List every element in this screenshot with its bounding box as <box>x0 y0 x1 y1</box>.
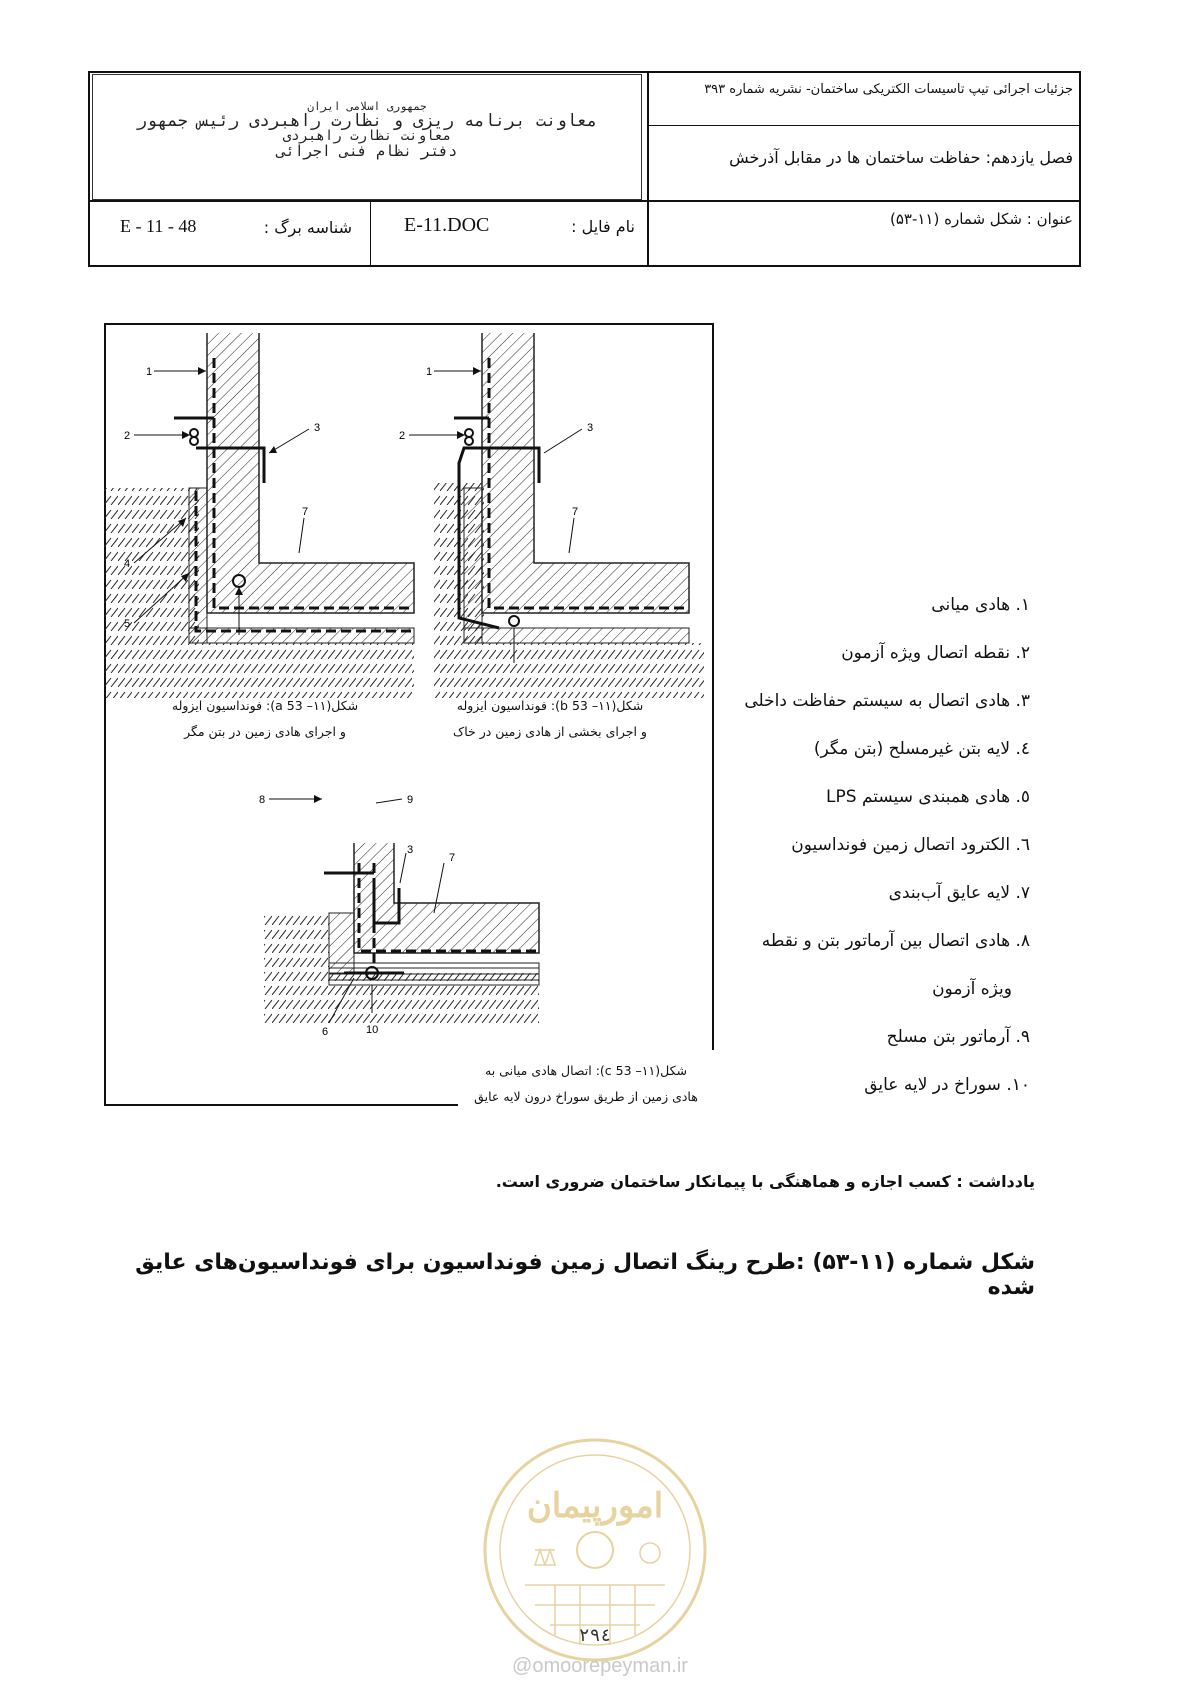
website-watermark <box>495 1655 705 1678</box>
detail-b-callout-7: 7 <box>572 506 579 518</box>
sheet-id-value: E - 11 - 48 <box>120 216 197 236</box>
caption-a <box>140 693 390 745</box>
stamp-inner-ring <box>500 1455 690 1645</box>
legend-item-8: ۸. هادی اتصال بین آرماتور بتن و نقطه <box>761 931 1030 951</box>
caption-c-line-1: شکل(۱۱– 53 c): اتصال هادی میانی به <box>485 1063 687 1078</box>
sheet-id-label: شناسه برگ : <box>263 218 352 237</box>
org-line-technical-office: دفتر نظام فنی اجرائی <box>276 142 458 160</box>
detail-a-callout-3: 3 <box>314 422 321 434</box>
file-name-label: نام فایل : <box>571 217 635 236</box>
detail-b-callout-3: 3 <box>587 422 594 434</box>
scales-icon <box>535 1550 555 1565</box>
legend-item-3: ۳. هادی اتصال به سیستم حفاظت داخلی <box>744 691 1030 711</box>
detail-c-callout-9: 9 <box>407 794 414 806</box>
caption-c-line-2: هادی زمین از طریق سوراخ درون لایه عایق <box>474 1089 698 1104</box>
detail-a-callout-5: 5 <box>124 618 131 630</box>
detail-a-callout-2: 2 <box>124 430 131 442</box>
legend-item-9: ۹. آرماتور بتن مسلح <box>886 1027 1030 1047</box>
caption-b-line-1: شکل(۱۱– 53 b): فونداسیون ایزوله <box>456 698 644 713</box>
publication-title: جزئیات اجرائی تیپ تاسیسات الکتریکی ساختمان- نشریه شماره ۳۹۳ <box>704 82 1073 97</box>
detail-c-drawing <box>264 795 539 1023</box>
website-text: omoorepeyman.ir <box>532 1655 688 1677</box>
org-line-vice-presidency: معاونت برنامه ریزی و نظارت راهبردی رئیس جمهور <box>136 111 598 131</box>
legend-item-2: ۲. نقطه اتصال ویژه آزمون <box>841 643 1030 663</box>
stamp-center-emblem <box>577 1532 613 1568</box>
org-line-country: جمهوری اسلامی ایران <box>307 100 427 113</box>
legend-item-4: ٤. لایه بتن غیرمسلح (بتن مگر) <box>813 739 1030 759</box>
legend-list <box>720 590 1030 1118</box>
caption-b <box>420 693 680 745</box>
caption-c <box>455 1058 717 1110</box>
organization-block <box>92 74 642 200</box>
detail-b-callout-2: 2 <box>399 430 406 442</box>
page-number: ۲۹٤ <box>578 1625 612 1646</box>
detail-a-drawing <box>104 333 414 698</box>
stamp-brand-text: امورپیمان <box>526 1486 664 1526</box>
detail-c-callout-8: 8 <box>259 794 266 806</box>
detail-a-callout-4: 4 <box>124 558 131 570</box>
caption-a-line-2: و اجرای هادی زمین در بتن مگر <box>184 724 346 739</box>
figure-title: شکل شماره (۱۱-۵۳) :طرح رینگ اتصال زمین فونداسیون برای فونداسیون‌های عایق شده <box>135 1250 1035 1300</box>
detail-c-callout-10: 10 <box>366 1024 379 1036</box>
chapter-title: فصل یازدهم: حفاظت ساختمان ها در مقابل آذرخش <box>729 148 1073 167</box>
caption-b-line-2: و اجرای بخشی از هادی زمین در خاک <box>453 724 647 739</box>
sheet-id-cell <box>92 212 368 242</box>
detail-c-callout-6: 6 <box>322 1026 329 1038</box>
detail-a-callout-1: 1 <box>146 366 153 378</box>
detail-a-callout-7: 7 <box>302 506 309 518</box>
detail-c-callout-3: 3 <box>407 844 414 856</box>
detail-c-callout-7: 7 <box>449 852 456 864</box>
detail-b-callout-1: 1 <box>426 366 433 378</box>
legend-item-8-continued: ویژه آزمون <box>932 979 1012 999</box>
file-name-value: E-11.DOC <box>404 214 490 236</box>
legend-item-1: ۱. هادی میانی <box>931 595 1030 615</box>
gear-icon <box>640 1543 660 1563</box>
legend-item-7: ۷. لایه عایق آب‌بندی <box>888 883 1030 903</box>
file-name-cell <box>370 212 642 242</box>
legend-item-10: ۱۰. سوراخ در لایه عایق <box>864 1075 1030 1095</box>
legend-item-6: ٦. الکترود اتصال زمین فونداسیون <box>791 835 1030 855</box>
note-text: یادداشت : کسب اجازه و هماهنگی با پیمانکار ساختمان ضروری است. <box>495 1172 1035 1191</box>
at-icon: @ <box>512 1655 533 1677</box>
legend-item-5: ٥. هادی همبندی سیستم LPS <box>826 787 1030 807</box>
detail-b-drawing <box>409 333 704 698</box>
caption-a-line-1: شکل(۱۱– 53 a): فونداسیون ایزوله <box>171 698 359 713</box>
org-line-supervision: معاونت نظارت راهبردی <box>282 128 452 144</box>
subject-title: عنوان : شکل شماره (۱۱-۵۳) <box>889 210 1073 228</box>
